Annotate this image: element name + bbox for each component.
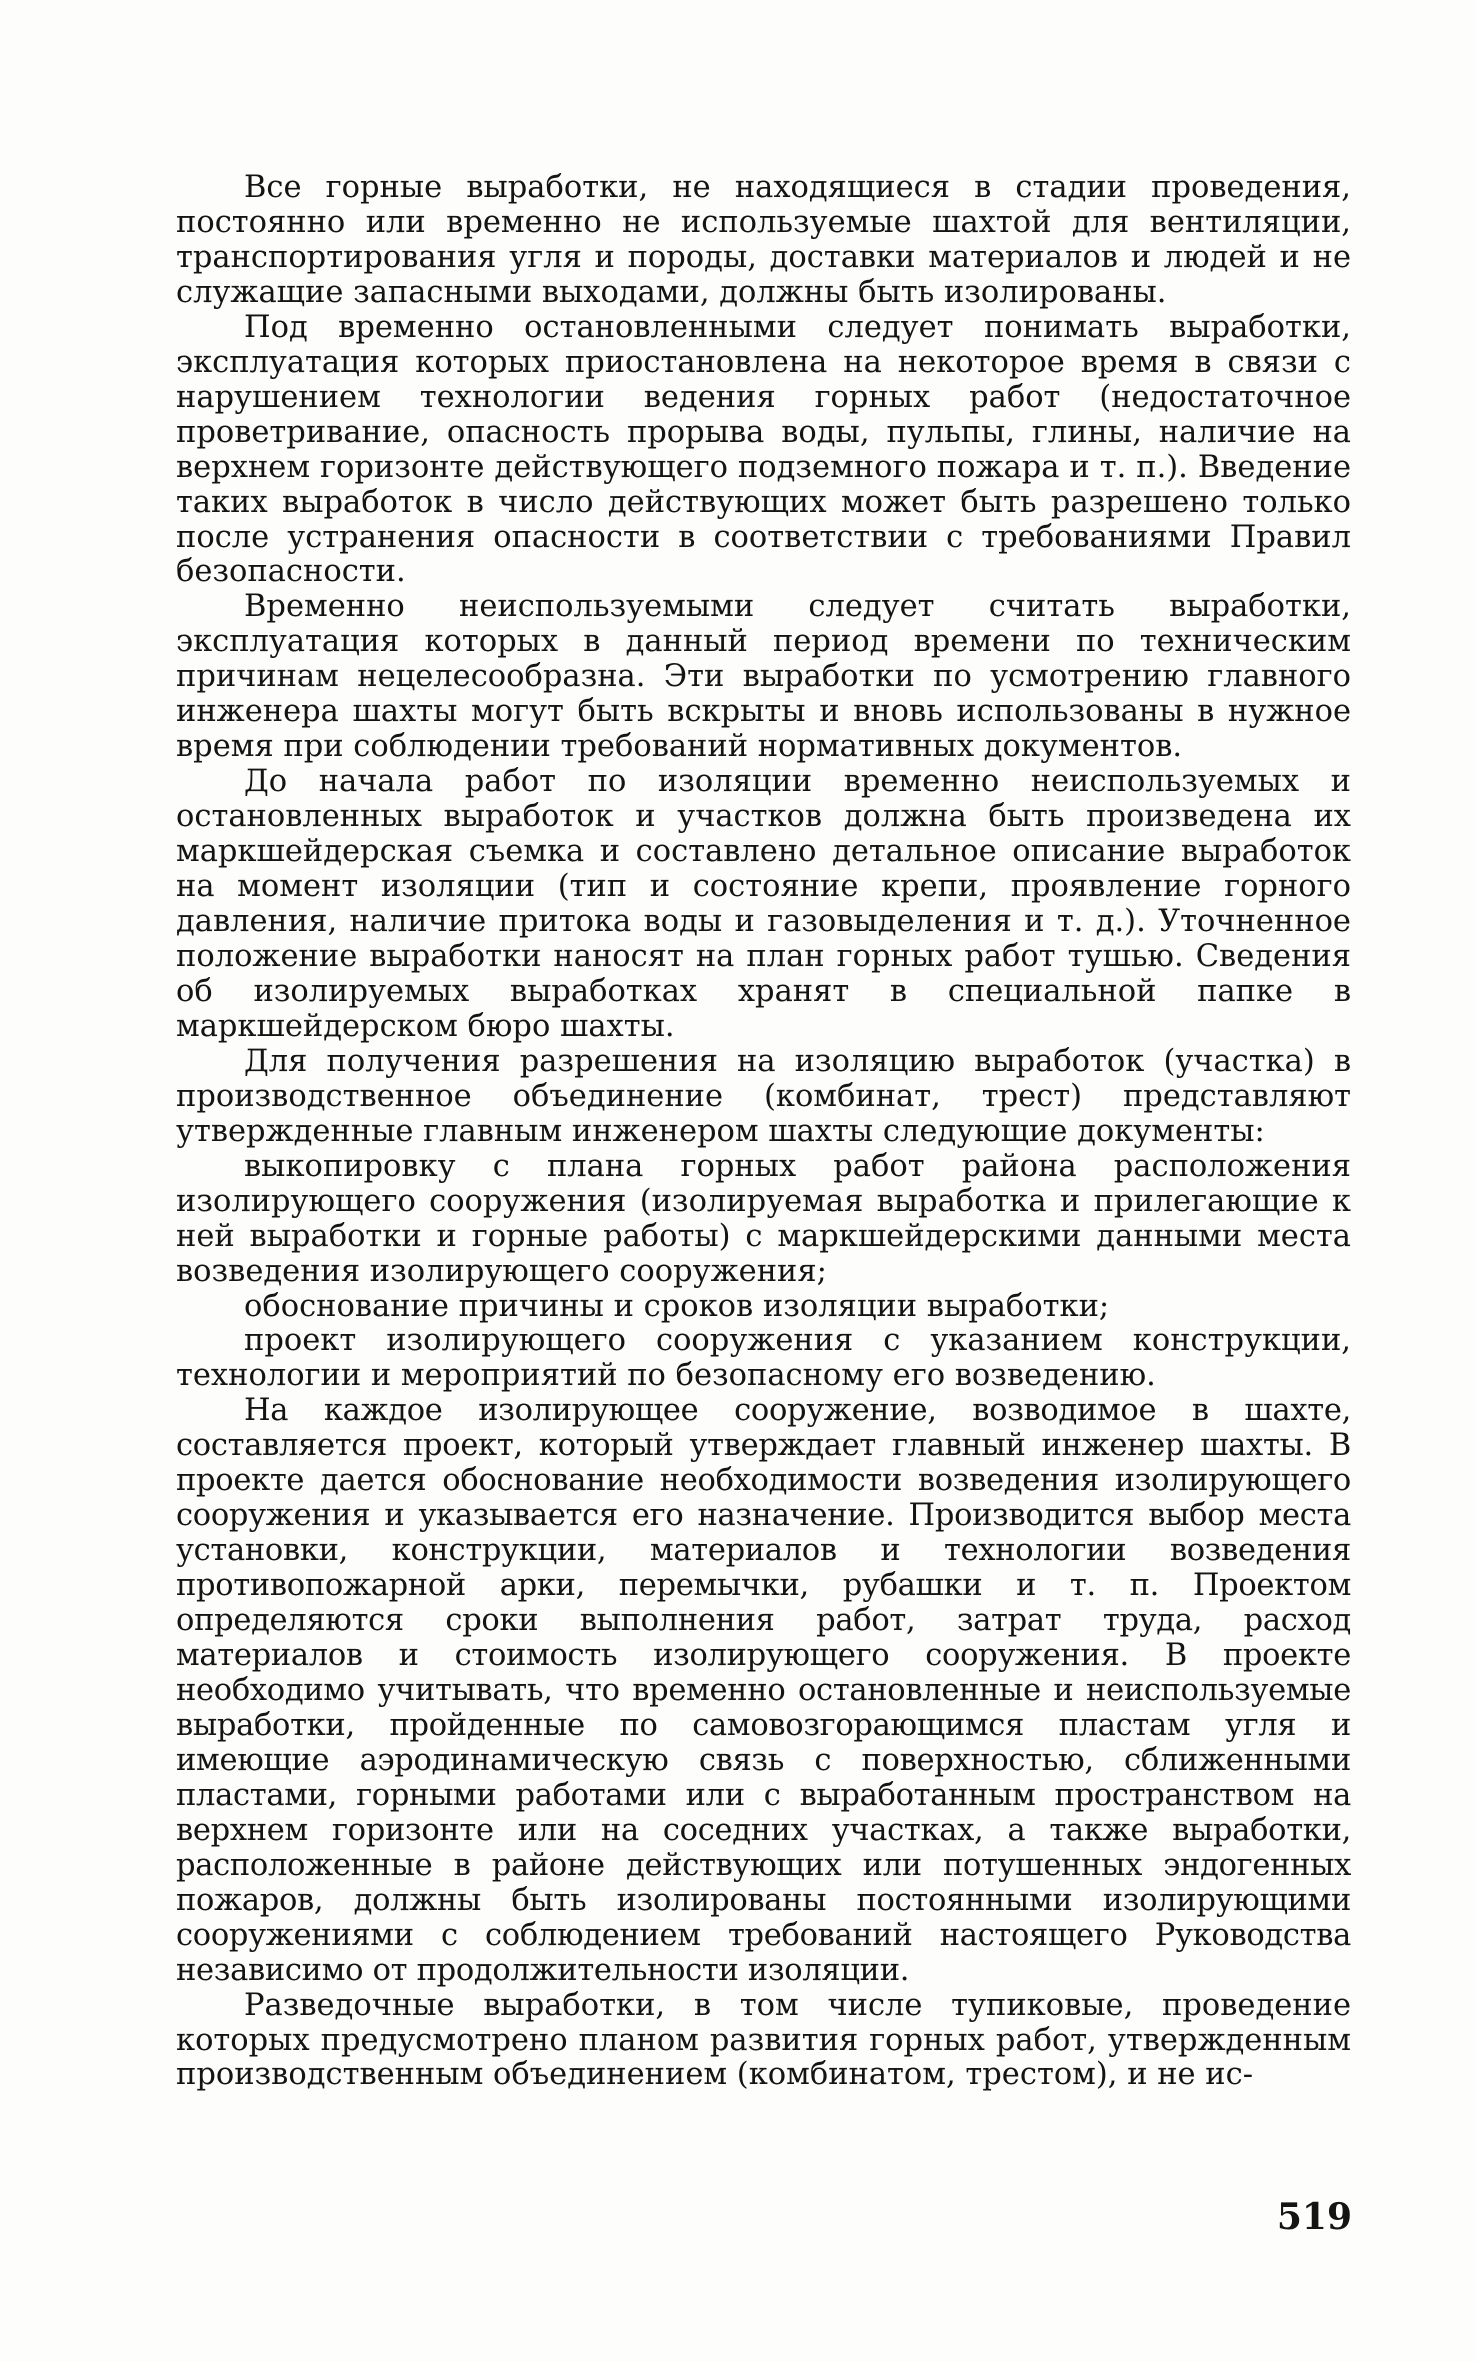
list-item-plan-copy: выкопировку с плана горных работ района расположения изолирующего сооружения (изолируемая выработка и прилегающие к ней выработки и горные работы) с маркшейдерскими данными места возведения изолирующего сооружения; (176, 1148, 1351, 1289)
paragraph-isolation-requirement: Все горные выработки, не находящиеся в стадии проведения, постоянно или временно не используемые шахтой для вентиляции, транспортирования угля и породы, доставки материалов и людей и не служащие запасными выходами, должны быть изолированы. (176, 170, 1351, 310)
paragraph-exploratory-workings: Разведочные выработки, в том числе тупиковые, проведение которых предусмотрено планом развития горных работ, утвержденным производственным объединением (комбинатом, трестом), и не ис- (176, 1987, 1351, 2093)
page-number: 519 (1276, 2196, 1352, 2238)
body-text (176, 171, 1351, 2093)
paragraph-temporarily-stopped: Под временно остановленными следует понимать выработки, эксплуатация которых приостановлена на некоторое время в связи с нарушением технологии ведения горных работ (недостаточное проветривание, опасность прорыва воды, пульпы, глины, наличие на верхнем горизонте действующего подземного пожара и т. п.). Введение таких выработок в число действующих может быть разрешено только после устранения опасности в соответствии с требованиями Правил безопасности. (176, 309, 1351, 590)
paragraph-permission-documents: Для получения разрешения на изоляцию выработок (участка) в производственное объединение (комбинат, трест) представляют утвержденные главным инженером шахты следующие документы: (176, 1043, 1351, 1149)
list-item-justification: обоснование причины и сроков изоляции выработки; (244, 1288, 1110, 1324)
paragraph-survey-before-isolation: До начала работ по изоляции временно неиспользуемых и остановленных выработок и участков должна быть произведена их маркшейдерская съемка и составлено детальное описание выработок на момент изоляции (тип и состояние крепи, проявление горного давления, наличие притока воды и газовыделения и т. д.). Уточненное положение выработки наносят на план горных работ тушью. Сведения об изолируемых выработках хранят в специальной папке в маркшейдерском бюро шахты. (176, 764, 1351, 1044)
paragraph-project-requirements: На каждое изолирующее сооружение, возводимое в шахте, составляется проект, который утверждает главный инженер шахты. В проекте дается обоснование необходимости возведения изолирующего сооружения и указывается его назначение. Производится выбор места установки, конструкции, материалов и технологии возведения противопожарной арки, перемычки, рубашки и т. п. Проектом определяются сроки выполнения работ, затрат труда, расход материалов и стоимость изолирующего сооружения. В проекте необходимо учитывать, что временно остановленные и неиспользуемые выработки, пройденные по самовозгорающимся пластам угля и имеющие аэродинамическую связь с поверхностью, сближенными пластами, горными работами или с выработанным пространством на верхнем горизонте или на соседних участках, а также выработки, расположенные в районе действующих или потушенных эндогенных пожаров, должны быть изолированы постоянными изолирующими сооружениями с соблюдением требований настоящего Руководства независимо от продолжительности изоляции. (176, 1393, 1351, 1988)
list-item-project: проект изолирующего сооружения с указанием конструкции, технологии и мероприятий по безопасному его возведению. (176, 1323, 1351, 1394)
paragraph-temporarily-unused: Временно неиспользуемыми следует считать выработки, эксплуатация которых в данный период времени по техническим причинам нецелесообразна. Эти выработки по усмотрению главного инженера шахты могут быть вскрыты и вновь использованы в нужное время при соблюдении требований нормативных документов. (176, 589, 1351, 765)
